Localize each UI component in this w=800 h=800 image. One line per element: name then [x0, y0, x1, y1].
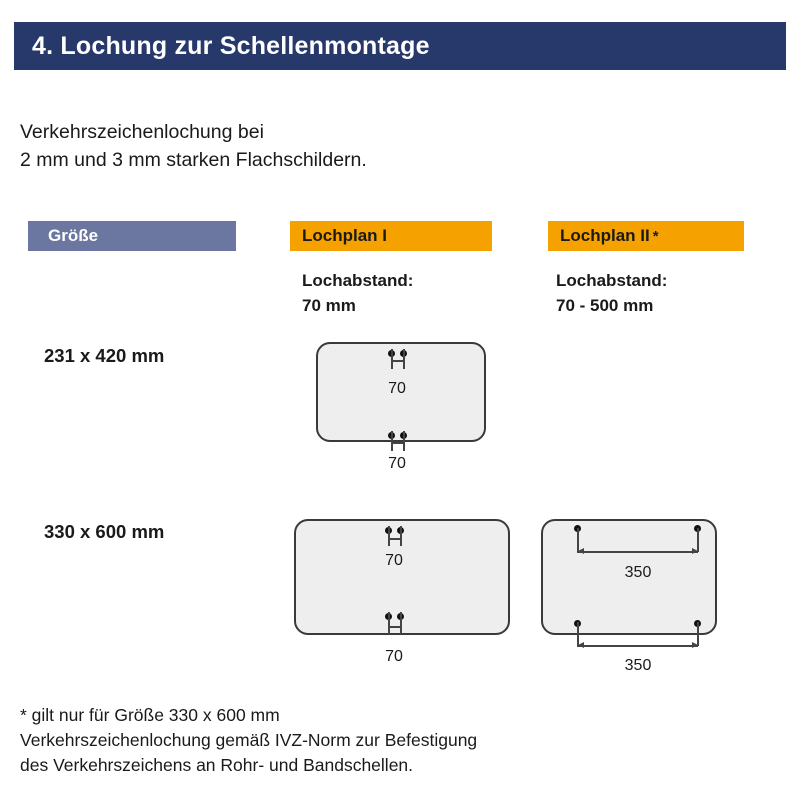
footnote-line-3: des Verkehrszeichens an Rohr- und Bandschellen.: [20, 755, 414, 775]
dimension-line: [577, 551, 698, 553]
dimension-label: 350: [624, 564, 652, 581]
dimension-label: 70: [388, 380, 406, 397]
dimension-tick: [400, 612, 402, 634]
footnote-line-2: Verkehrszeichenlochung gemäß IVZ-Norm zur Befestigung: [20, 730, 478, 750]
row-1-size-label: 231 x 420 mm: [44, 345, 165, 366]
dimension-arrow: [578, 642, 584, 648]
footnote-line-1: * gilt nur für Größe 330 x 600 mm: [20, 705, 280, 725]
dimension-tick: [391, 431, 393, 451]
column-header-lochplan-2: [548, 221, 744, 251]
dimension-tick: [388, 526, 390, 546]
dimension-label: 350: [624, 657, 652, 674]
dimension-tick: [403, 431, 405, 451]
dimension-line: [577, 645, 698, 647]
dimension-arrow: [692, 642, 698, 648]
dimension-tick: [400, 526, 402, 546]
intro-line-1: Verkehrszeichenlochung bei: [20, 121, 264, 143]
dimension-tick: [388, 612, 390, 634]
lochplan-2-subheader: [556, 268, 667, 318]
lochplan-2-sub-line-2: 70 - 500 mm: [556, 296, 654, 315]
dimension-line: [391, 360, 404, 362]
lochplan-2-sub-line-1: Lochabstand:: [556, 271, 668, 290]
dimension-label: 70: [388, 455, 406, 472]
dimension-line: [391, 442, 404, 444]
row-2-size-label: 330 x 600 mm: [44, 521, 165, 542]
lochplan-1-sub-line-1: Lochabstand:: [302, 271, 414, 290]
dimension-line: [388, 626, 401, 628]
dimension-line: [388, 538, 401, 540]
dimension-arrow: [692, 548, 698, 554]
column-header-lochplan-1-label: Lochplan I: [302, 226, 387, 245]
column-header-lochplan-2-label: Lochplan II: [560, 226, 650, 245]
column-header-size-label: Größe: [48, 226, 99, 245]
column-header-size: [28, 221, 236, 251]
page-title: 4. Lochung zur Schellenmontage: [32, 31, 430, 60]
dimension-arrow: [578, 548, 584, 554]
dimension-tick: [403, 349, 405, 369]
footnote-marker: *: [652, 227, 659, 245]
intro-line-2: 2 mm und 3 mm starken Flachschildern.: [20, 149, 367, 171]
column-header-lochplan-1: [290, 221, 492, 251]
intro-text: [20, 118, 367, 174]
footnote-text: [20, 703, 477, 778]
lochplan-1-sub-line-2: 70 mm: [302, 296, 356, 315]
section-header-bar: [14, 22, 786, 70]
dimension-tick: [391, 349, 393, 369]
dimension-label: 70: [385, 552, 403, 569]
lochplan-1-subheader: [302, 268, 413, 318]
dimension-label: 70: [385, 648, 403, 665]
